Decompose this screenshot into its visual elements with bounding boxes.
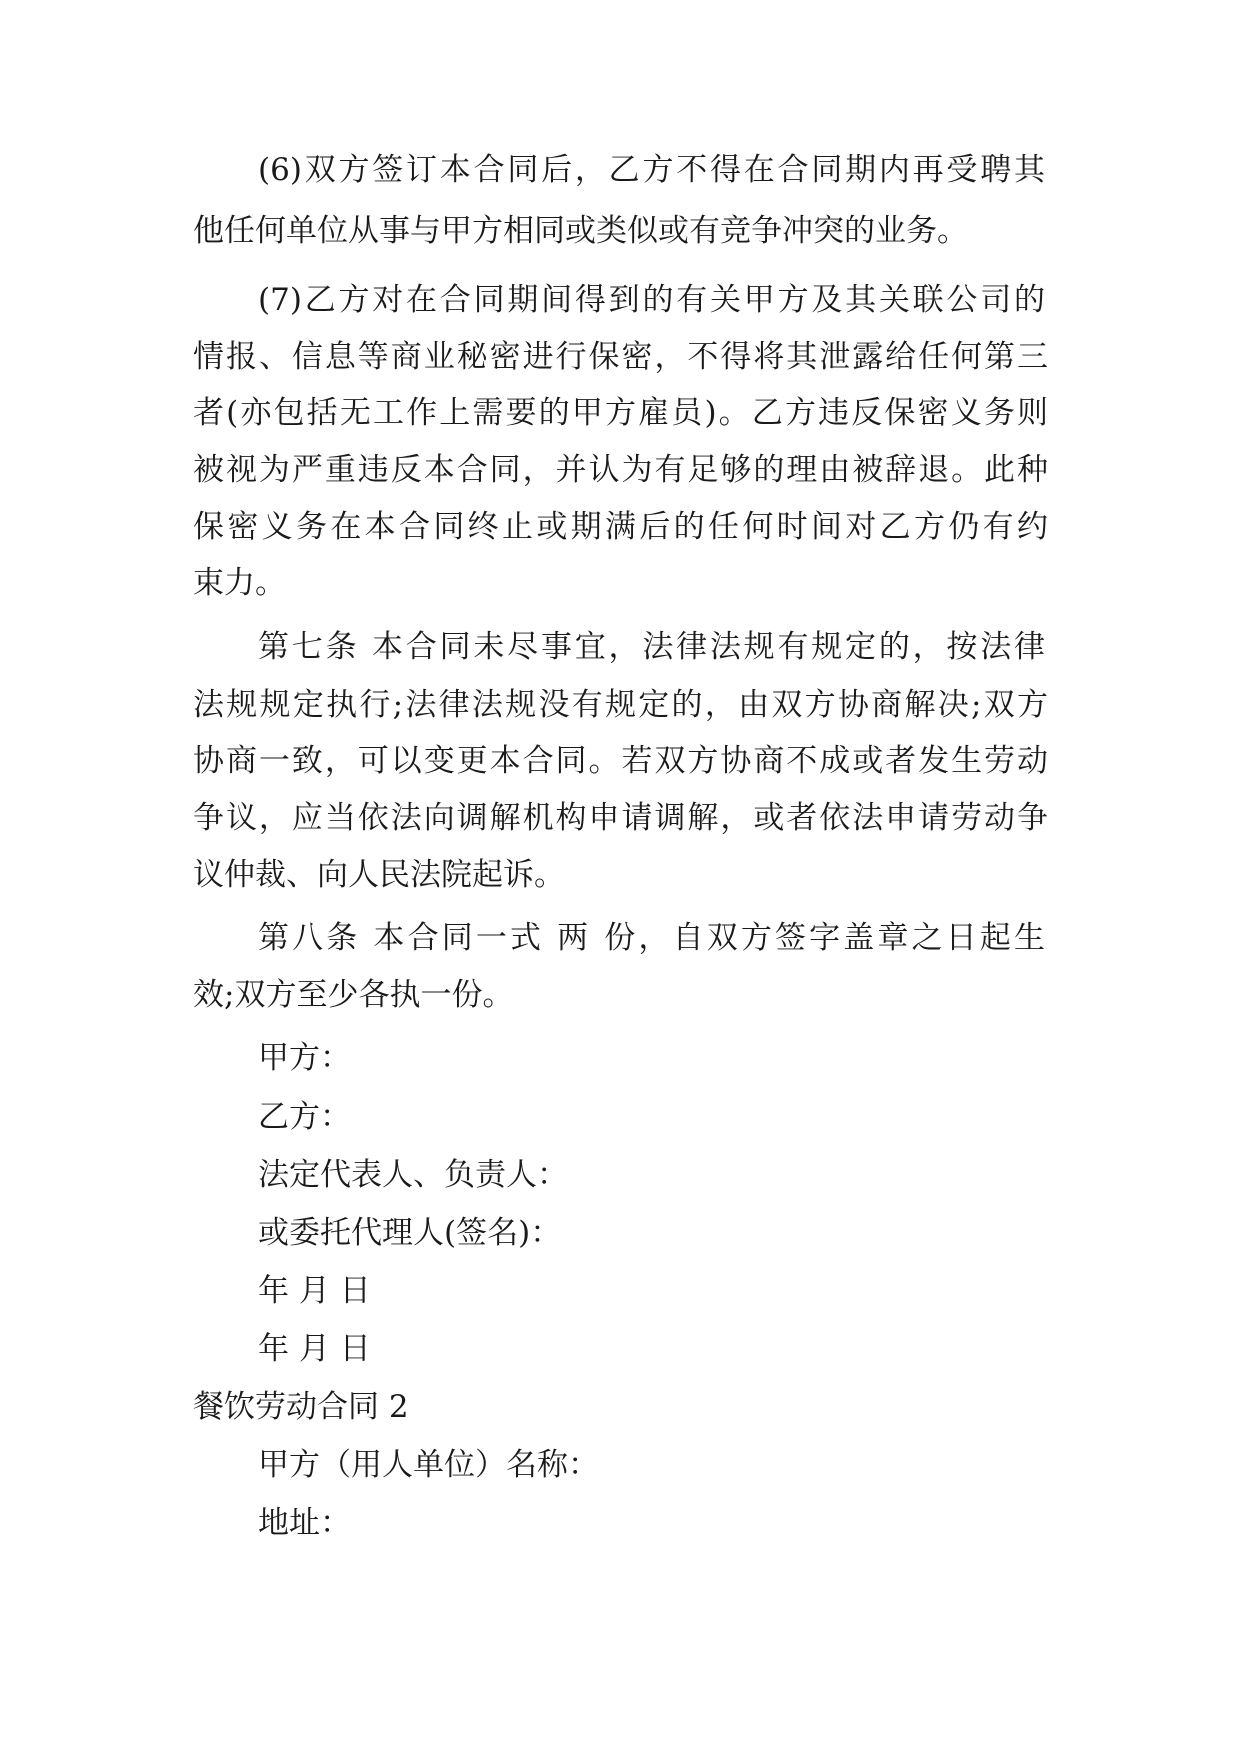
clause-7-line-3: 者(亦包括无工作上需要的甲方雇员)。乙方违反保密义务则	[193, 395, 1048, 431]
party-a-label: 甲方：	[258, 1040, 351, 1076]
clause-7-line-4: 被视为严重违反本合同，并认为有足够的理由被辞退。此种	[193, 452, 1048, 488]
clause-6-line-1: (6)双方签订本合同后，乙方不得在合同期内再受聘其	[258, 152, 1045, 188]
address-label: 地址：	[258, 1505, 351, 1541]
clause-7-line-5: 保密义务在本合同终止或期满后的任何时间对乙方仍有约	[193, 509, 1048, 545]
article-8-line-2: 效;双方至少各执一份。	[193, 977, 514, 1013]
date-line-1: 年 月 日	[258, 1273, 371, 1309]
clause-6-line-2: 他任何单位从事与甲方相同或类似或有竞争冲突的业务。	[193, 213, 968, 249]
article-7-line-4: 争议，应当依法向调解机构申请调解，或者依法申请劳动争	[193, 800, 1048, 836]
employer-name-label: 甲方（用人单位）名称：	[258, 1447, 599, 1483]
article-8-line-1: 第八条 本合同一式 两 份，自双方签字盖章之日起生	[258, 920, 1045, 956]
article-7-line-5: 议仲裁、向人民法院起诉。	[193, 857, 565, 893]
party-b-label: 乙方：	[258, 1099, 351, 1135]
legal-representative-label: 法定代表人、负责人：	[258, 1157, 568, 1193]
date-line-2: 年 月 日	[258, 1331, 371, 1367]
article-7-line-2: 法规规定执行;法律法规没有规定的，由双方协商解决;双方	[193, 687, 1048, 723]
clause-7-line-1: (7)乙方对在合同期间得到的有关甲方及其关联公司的	[258, 282, 1045, 318]
article-7-line-3: 协商一致，可以变更本合同。若双方协商不成或者发生劳动	[193, 743, 1048, 779]
clause-7-line-2: 情报、信息等商业秘密进行保密，不得将其泄露给任何第三	[193, 339, 1048, 375]
clause-7-line-6: 束力。	[193, 565, 286, 601]
authorized-agent-label: 或委托代理人(签名)：	[258, 1215, 562, 1251]
article-7-line-1: 第七条 本合同未尽事宜，法律法规有规定的，按法律	[258, 629, 1045, 665]
section-title-contract-2: 餐饮劳动合同 2	[193, 1389, 409, 1425]
